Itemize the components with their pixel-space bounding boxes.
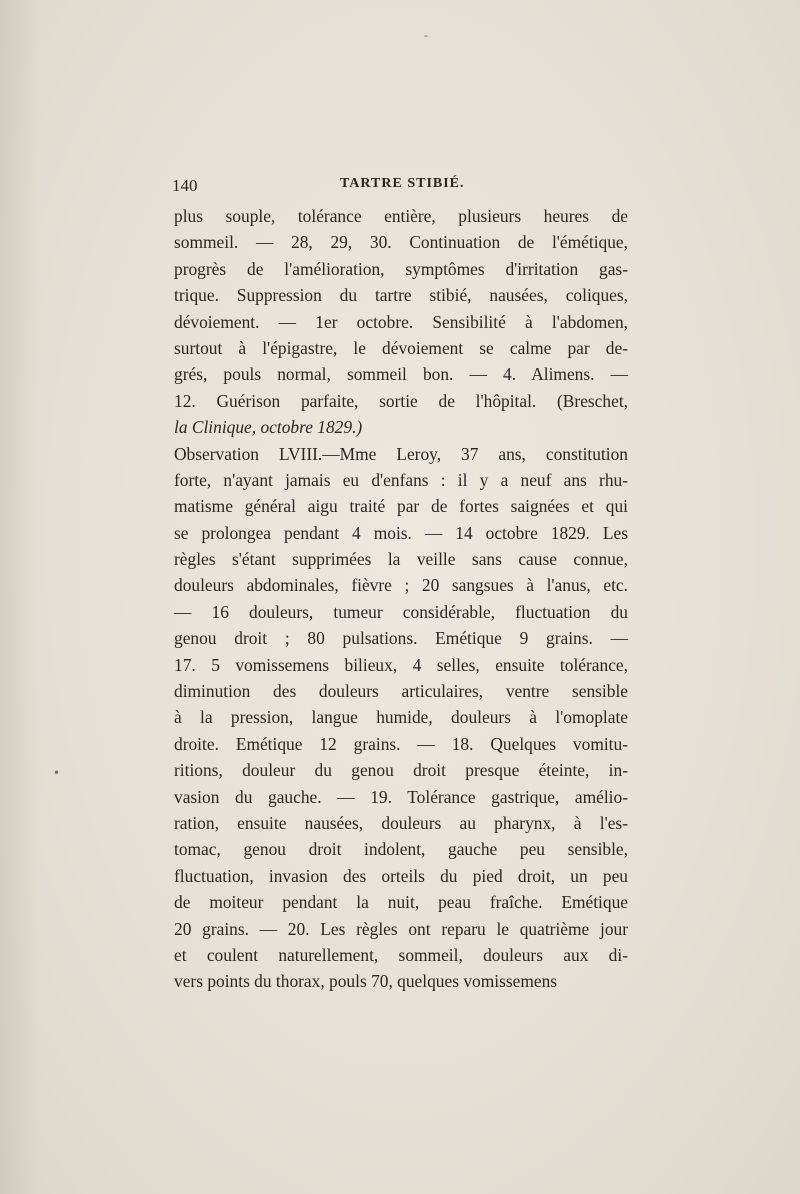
text-line: fluctuation, invasion des orteils du pied droit, un peu xyxy=(174,865,628,886)
text-line: tomac, genou droit indolent, gauche peu sensible, xyxy=(174,839,628,860)
text-line: diminution des douleurs articulaires, ventre sensible xyxy=(174,681,628,702)
text-line: douleurs abdominales, fièvre ; 20 sangsues à l'anus, etc. xyxy=(174,575,628,596)
text-line: 17. 5 vomissemens bilieux, 4 selles, ensuite tolérance, xyxy=(174,654,628,675)
running-head: TARTRE STIBIÉ. xyxy=(340,176,465,191)
text-line: — 16 douleurs, tumeur considérable, fluctuation du xyxy=(174,601,628,622)
text-line: progrès de l'amélioration, symptômes d'irritation gas- xyxy=(174,258,628,279)
text-line: dévoiement. — 1er octobre. Sensibilité à l'abdomen, xyxy=(174,311,628,332)
body-text xyxy=(174,203,628,995)
text-line: forte, n'ayant jamais eu d'enfans : il y a neuf ans rhu- xyxy=(174,469,628,490)
text-line: vers points du thorax, pouls 70, quelques vomissemens xyxy=(174,971,558,992)
text-line: trique. Suppression du tartre stibié, nausées, coliques, xyxy=(174,285,628,306)
text-line: droite. Emétique 12 grains. — 18. Quelques vomitu- xyxy=(174,733,628,754)
text-line: la Clinique, octobre 1829.) xyxy=(174,417,363,438)
paper-speck: • xyxy=(54,766,59,781)
text-line: ritions, douleur du genou droit presque éteinte, in- xyxy=(174,760,628,781)
text-line: vasion du gauche. — 19. Tolérance gastrique, amélio- xyxy=(174,786,628,807)
text-line: matisme général aigu traité par de fortes saignées et qui xyxy=(174,496,628,517)
text-line: Observation LVIII.—Mme Leroy, 37 ans, constitution xyxy=(174,443,628,464)
text-line: genou droit ; 80 pulsations. Emétique 9 grains. — xyxy=(174,628,628,649)
page-header xyxy=(172,176,628,198)
text-line: à la pression, langue humide, douleurs à l'omoplate xyxy=(174,707,628,728)
text-line: sommeil. — 28, 29, 30. Continuation de l'émétique, xyxy=(174,232,628,253)
text-line: grés, pouls normal, sommeil bon. — 4. Alimens. — xyxy=(174,364,628,385)
text-line: de moiteur pendant la nuit, peau fraîche. Emétique xyxy=(174,892,628,913)
text-line: 12. Guérison parfaite, sortie de l'hôpital. (Breschet, xyxy=(174,390,628,411)
page-number: 140 xyxy=(172,176,198,195)
paper-speck: - xyxy=(424,28,428,42)
text-line: plus souple, tolérance entière, plusieurs heures de xyxy=(174,206,628,226)
text-line: surtout à l'épigastre, le dévoiement se calme par de- xyxy=(174,337,628,358)
text-line: 20 grains. — 20. Les règles ont reparu le quatrième jour xyxy=(174,918,628,939)
text-line: règles s'étant supprimées la veille sans cause connue, xyxy=(174,549,628,570)
page-edge-shadow xyxy=(0,0,40,1194)
text-line: et coulent naturellement, sommeil, douleurs aux di- xyxy=(174,944,628,965)
text-line: se prolongea pendant 4 mois. — 14 octobre 1829. Les xyxy=(174,522,628,543)
text-line: ration, ensuite nausées, douleurs au pharynx, à l'es- xyxy=(174,812,628,833)
